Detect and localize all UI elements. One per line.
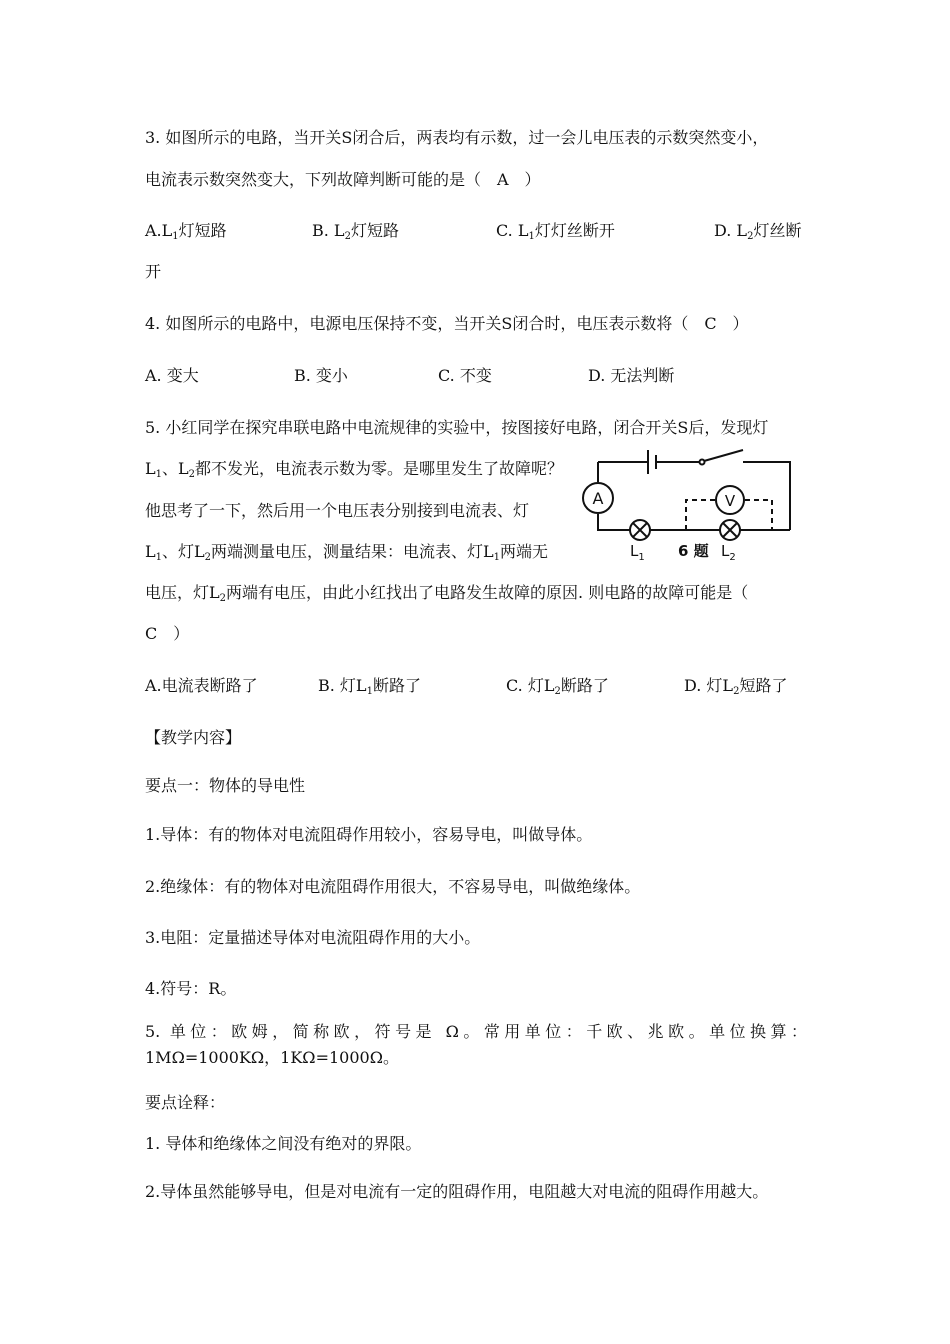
q3-option-d: D. $L_2$灯丝断 xyxy=(714,221,802,242)
q3-option-d-wrap: 开 xyxy=(145,262,162,281)
q3-stem-line2: 电流表示数突然变大，下列故障判断可能的是（ A ） xyxy=(145,170,541,189)
point1-title: 要点一：物体的导电性 xyxy=(145,776,306,795)
q4-option-d: D. 无法判断 xyxy=(588,366,675,385)
q5-stem-line5: 电压，灯$L_2$两端有电压，由此小红找出了电路发生故障的原因. 则电路的故障可能是（ xyxy=(145,583,749,604)
note-2: 2.导体虽然能够导电，但是对电流有一定的阻碍作用，电阻越大对电流的阻碍作用越大。 xyxy=(145,1182,769,1201)
circuit-diagram xyxy=(578,442,800,562)
ammeter-label: A xyxy=(592,489,604,508)
lamp2-label: $L_2$ xyxy=(721,542,736,562)
voltmeter-lead-right xyxy=(745,500,772,530)
q5-option-b: B. 灯$L_1$断路了 xyxy=(318,676,421,697)
q5-stem-line1: 5. 小红同学在探究串联电路中电流规律的实验中，按图接好电路，闭合开关S后，发现灯 xyxy=(145,418,769,437)
q3-option-a: $A.L_1$灯短路 xyxy=(145,221,227,242)
lamp1-label: $L_1$ xyxy=(630,542,645,562)
lamp2-filament xyxy=(723,523,737,537)
switch-pivot xyxy=(700,460,705,465)
item-4: 4.符号：R。 xyxy=(145,979,237,998)
switch-blade xyxy=(704,450,743,461)
q5-stem-line4: $L_1$、灯$L_2$两端测量电压，测量结果：电流表、灯$L_1$两端无 xyxy=(145,542,549,563)
q4-option-b: B. 变小 xyxy=(294,366,348,385)
item-2: 2.绝缘体：有的物体对电流阻碍作用很大，不容易导电，叫做绝缘体。 xyxy=(145,877,641,896)
item-5-line1: 5. 单位：欧姆，简称欧，符号是 Ω。常用单位：千欧、兆欧。单位换算： xyxy=(145,1022,807,1041)
figure-caption: 6 题 xyxy=(678,542,709,560)
voltmeter-lead-left xyxy=(686,500,715,530)
top-wire-right xyxy=(743,462,790,530)
q5-stem-line2: $L_1$、$L_2$都不发光，电流表示数为零。是哪里发生了故障呢？ xyxy=(145,459,564,480)
lamp1-filament xyxy=(633,523,647,537)
q5-stem-line6: C ） xyxy=(145,624,190,643)
q4-option-c: C. 不变 xyxy=(438,366,492,385)
voltmeter-label: V xyxy=(724,492,736,510)
q5-option-a: A.电流表断路了 xyxy=(145,676,258,695)
item-3: 3.电阻：定量描述导体对电流阻碍作用的大小。 xyxy=(145,928,481,947)
q5-option-d: D. 灯$L_2$短路了 xyxy=(684,676,788,697)
section-heading: 【教学内容】 xyxy=(145,728,242,747)
q5-option-c: C. 灯$L_2$断路了 xyxy=(506,676,609,697)
q3-option-c: C. $L_1$灯灯丝断开 xyxy=(496,221,615,242)
item-1: 1.导体：有的物体对电流阻碍作用较小，容易导电，叫做导体。 xyxy=(145,825,593,844)
q3-option-b: B. $L_2$灯短路 xyxy=(312,221,399,242)
q5-stem-line3: 他思考了一下，然后用一个电压表分别接到电流表、灯 xyxy=(145,501,530,520)
q4-stem: 4. 如图所示的电路中，电源电压保持不变，当开关S闭合时，电压表示数将（ C ） xyxy=(145,314,749,333)
item-5-line2: 1MΩ=1000KΩ，1KΩ=1000Ω。 xyxy=(145,1048,399,1067)
notes-title: 要点诠释： xyxy=(145,1093,226,1112)
q4-option-a: A. 变大 xyxy=(145,366,199,385)
q3-stem-line1: 3. 如图所示的电路，当开关S闭合后，两表均有示数，过一会儿电压表的示数突然变小， xyxy=(145,128,769,147)
note-1: 1. 导体和绝缘体之间没有绝对的界限。 xyxy=(145,1134,422,1153)
